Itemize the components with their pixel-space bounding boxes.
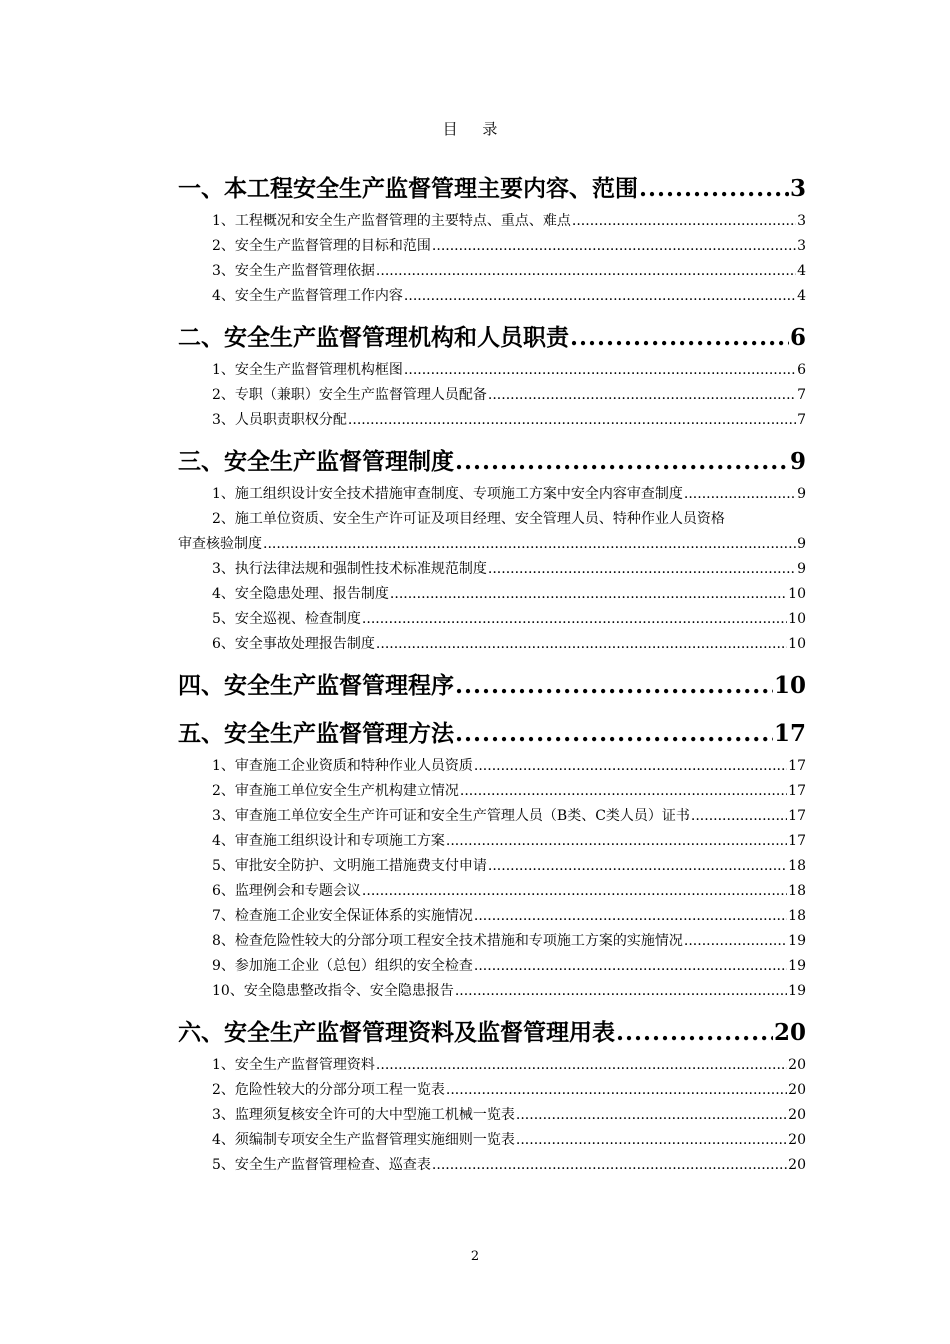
entry-title: 6、安全事故处理报告制度 bbox=[212, 636, 375, 652]
leader-dots bbox=[376, 1056, 787, 1074]
leader-dots bbox=[572, 212, 796, 230]
toc-title: 目 录 bbox=[442, 120, 508, 138]
leader-dots bbox=[376, 262, 796, 280]
leader-dots bbox=[474, 907, 787, 925]
entry-page-number: 4 bbox=[797, 288, 806, 304]
entry-title: 2、专职（兼职）安全生产监督管理人员配备 bbox=[212, 387, 487, 403]
section-page-number: 6 bbox=[789, 324, 806, 351]
entry-page-number: 6 bbox=[797, 362, 806, 378]
section-title: 二、安全生产监督管理机构和人员职责 bbox=[178, 324, 569, 351]
toc-entry[interactable] bbox=[178, 882, 806, 900]
toc-entry[interactable] bbox=[178, 957, 806, 975]
leader-dots bbox=[455, 447, 789, 477]
section-title: 六、安全生产监督管理资料及监督管理用表 bbox=[178, 1019, 615, 1046]
toc-entry[interactable] bbox=[178, 982, 806, 1000]
entry-page-number: 19 bbox=[788, 933, 806, 949]
leader-dots bbox=[474, 757, 787, 775]
entry-title-line2: 审查核验制度 bbox=[178, 536, 262, 552]
leader-dots bbox=[684, 485, 796, 503]
entry-title: 5、安全生产监督管理检查、巡查表 bbox=[212, 1157, 431, 1173]
entry-page-number: 20 bbox=[788, 1082, 806, 1098]
entry-page-number: 17 bbox=[788, 758, 806, 774]
entry-page-number: 9 bbox=[797, 486, 806, 502]
entry-page-number: 20 bbox=[788, 1132, 806, 1148]
entry-title: 9、参加施工企业（总包）组织的安全检查 bbox=[212, 958, 473, 974]
leader-dots bbox=[455, 671, 773, 701]
toc-entry[interactable] bbox=[178, 262, 806, 280]
entry-page-number: 7 bbox=[797, 412, 806, 428]
entry-page-number: 19 bbox=[788, 983, 806, 999]
entry-page-number: 9 bbox=[797, 561, 806, 577]
leader-dots bbox=[455, 982, 787, 1000]
entry-title: 1、施工组织设计安全技术措施审查制度、专项施工方案中安全内容审查制度 bbox=[212, 486, 683, 502]
entry-page-number: 10 bbox=[788, 611, 806, 627]
entry-page-number: 20 bbox=[788, 1157, 806, 1173]
leader-dots bbox=[390, 585, 787, 603]
leader-dots bbox=[516, 1131, 787, 1149]
leader-dots bbox=[263, 535, 796, 553]
toc-entry[interactable] bbox=[178, 1131, 806, 1149]
toc-entry[interactable] bbox=[178, 485, 806, 503]
toc-entry[interactable] bbox=[178, 782, 806, 800]
leader-dots bbox=[616, 1018, 773, 1048]
toc-section-heading[interactable] bbox=[178, 174, 806, 204]
leader-dots bbox=[446, 1081, 787, 1099]
toc-section-heading[interactable] bbox=[178, 447, 806, 477]
leader-dots bbox=[488, 560, 796, 578]
toc-section-heading[interactable] bbox=[178, 1018, 806, 1048]
entry-title: 6、监理例会和专题会议 bbox=[212, 883, 361, 899]
entry-title: 3、监理须复核安全许可的大中型施工机械一览表 bbox=[212, 1107, 515, 1123]
entry-title: 3、安全生产监督管理依据 bbox=[212, 263, 375, 279]
entry-page-number: 10 bbox=[788, 586, 806, 602]
entry-page-number: 10 bbox=[788, 636, 806, 652]
toc-entry[interactable] bbox=[178, 1081, 806, 1099]
entry-title: 4、须编制专项安全生产监督管理实施细则一览表 bbox=[212, 1132, 515, 1148]
leader-dots bbox=[362, 610, 787, 628]
entry-page-number: 18 bbox=[788, 883, 806, 899]
toc-entry[interactable] bbox=[178, 386, 806, 404]
leader-dots bbox=[376, 635, 787, 653]
entry-title: 4、安全生产监督管理工作内容 bbox=[212, 288, 403, 304]
toc-entry[interactable] bbox=[178, 1056, 806, 1074]
leader-dots bbox=[474, 957, 787, 975]
toc-section-heading[interactable] bbox=[178, 671, 806, 701]
entry-title: 2、危险性较大的分部分项工程一览表 bbox=[212, 1082, 445, 1098]
section-title: 四、安全生产监督管理程序 bbox=[178, 672, 454, 699]
leader-dots bbox=[639, 174, 789, 204]
toc-entry[interactable] bbox=[178, 932, 806, 950]
entry-title: 4、审查施工组织设计和专项施工方案 bbox=[212, 833, 445, 849]
entry-title: 10、安全隐患整改指令、安全隐患报告 bbox=[212, 983, 454, 999]
entry-title-line2-row bbox=[178, 535, 806, 553]
entry-title: 8、检查危险性较大的分部分项工程安全技术措施和专项施工方案的实施情况 bbox=[212, 933, 683, 949]
entry-title: 4、安全隐患处理、报告制度 bbox=[212, 586, 389, 602]
entry-title: 5、审批安全防护、文明施工措施费支付申请 bbox=[212, 858, 487, 874]
entry-title-line1: 2、施工单位资质、安全生产许可证及项目经理、安全管理人员、特种作业人员资格 bbox=[212, 511, 725, 527]
leader-dots bbox=[432, 237, 796, 255]
toc-entry[interactable] bbox=[178, 635, 806, 653]
entry-page-number: 17 bbox=[788, 783, 806, 799]
entry-title: 5、安全巡视、检查制度 bbox=[212, 611, 361, 627]
table-of-contents bbox=[178, 170, 806, 1181]
leader-dots bbox=[691, 807, 787, 825]
leader-dots bbox=[684, 932, 787, 950]
toc-entry[interactable] bbox=[178, 807, 806, 825]
entry-title: 1、安全生产监督管理机构框图 bbox=[212, 362, 403, 378]
toc-entry[interactable] bbox=[178, 560, 806, 578]
entry-page-number: 3 bbox=[797, 213, 806, 229]
leader-dots bbox=[348, 411, 796, 429]
section-page-number: 10 bbox=[773, 672, 806, 699]
toc-entry[interactable] bbox=[178, 610, 806, 628]
entry-title: 3、人员职责职权分配 bbox=[212, 412, 347, 428]
section-page-number: 9 bbox=[789, 448, 806, 475]
leader-dots bbox=[455, 719, 773, 749]
entry-page-number: 4 bbox=[797, 263, 806, 279]
toc-entry[interactable] bbox=[178, 907, 806, 925]
toc-entry[interactable] bbox=[178, 287, 806, 305]
leader-dots bbox=[404, 287, 796, 305]
entry-page-number: 3 bbox=[797, 238, 806, 254]
section-title: 一、本工程安全生产监督管理主要内容、范围 bbox=[178, 175, 638, 202]
toc-entry[interactable] bbox=[178, 857, 806, 875]
entry-title: 3、审查施工单位安全生产许可证和安全生产管理人员（B类、C类人员）证书 bbox=[212, 808, 690, 824]
leader-dots bbox=[488, 857, 787, 875]
entry-title: 7、检查施工企业安全保证体系的实施情况 bbox=[212, 908, 473, 924]
leader-dots bbox=[362, 882, 787, 900]
entry-page-number: 18 bbox=[788, 908, 806, 924]
leader-dots bbox=[570, 323, 789, 353]
entry-page-number: 17 bbox=[788, 808, 806, 824]
entry-page-number: 20 bbox=[788, 1107, 806, 1123]
leader-dots bbox=[404, 361, 796, 379]
leader-dots bbox=[488, 386, 796, 404]
page-number: 2 bbox=[470, 1249, 480, 1264]
toc-entry[interactable] bbox=[178, 237, 806, 255]
toc-entry[interactable] bbox=[178, 757, 806, 775]
entry-page-number: 19 bbox=[788, 958, 806, 974]
toc-entry[interactable] bbox=[178, 585, 806, 603]
entry-title: 3、执行法律法规和强制性技术标准规范制度 bbox=[212, 561, 487, 577]
entry-title: 2、安全生产监督管理的目标和范围 bbox=[212, 238, 431, 254]
entry-page-number: 17 bbox=[788, 833, 806, 849]
toc-entry[interactable] bbox=[178, 212, 806, 230]
toc-entry[interactable] bbox=[178, 1156, 806, 1174]
entry-title: 1、工程概况和安全生产监督管理的主要特点、重点、难点 bbox=[212, 213, 571, 229]
toc-entry[interactable] bbox=[178, 411, 806, 429]
leader-dots bbox=[516, 1106, 787, 1124]
section-title: 三、安全生产监督管理制度 bbox=[178, 448, 454, 475]
toc-section-heading[interactable] bbox=[178, 719, 806, 749]
entry-page-number: 20 bbox=[788, 1057, 806, 1073]
toc-entry[interactable] bbox=[178, 361, 806, 379]
section-page-number: 17 bbox=[773, 720, 806, 747]
leader-dots bbox=[446, 832, 787, 850]
leader-dots bbox=[432, 1156, 787, 1174]
toc-entry[interactable] bbox=[178, 832, 806, 850]
entry-title: 1、安全生产监督管理资料 bbox=[212, 1057, 375, 1073]
entry-title: 2、审查施工单位安全生产机构建立情况 bbox=[212, 783, 459, 799]
entry-page-number: 9 bbox=[797, 536, 806, 552]
toc-entry[interactable] bbox=[178, 510, 806, 553]
section-page-number: 20 bbox=[773, 1019, 806, 1046]
entry-page-number: 7 bbox=[797, 387, 806, 403]
toc-section-heading[interactable] bbox=[178, 323, 806, 353]
leader-dots bbox=[460, 782, 787, 800]
toc-entry[interactable] bbox=[178, 1106, 806, 1124]
entry-page-number: 18 bbox=[788, 858, 806, 874]
section-title: 五、安全生产监督管理方法 bbox=[178, 720, 454, 747]
section-page-number: 3 bbox=[789, 175, 806, 202]
entry-title: 1、审查施工企业资质和特种作业人员资质 bbox=[212, 758, 473, 774]
